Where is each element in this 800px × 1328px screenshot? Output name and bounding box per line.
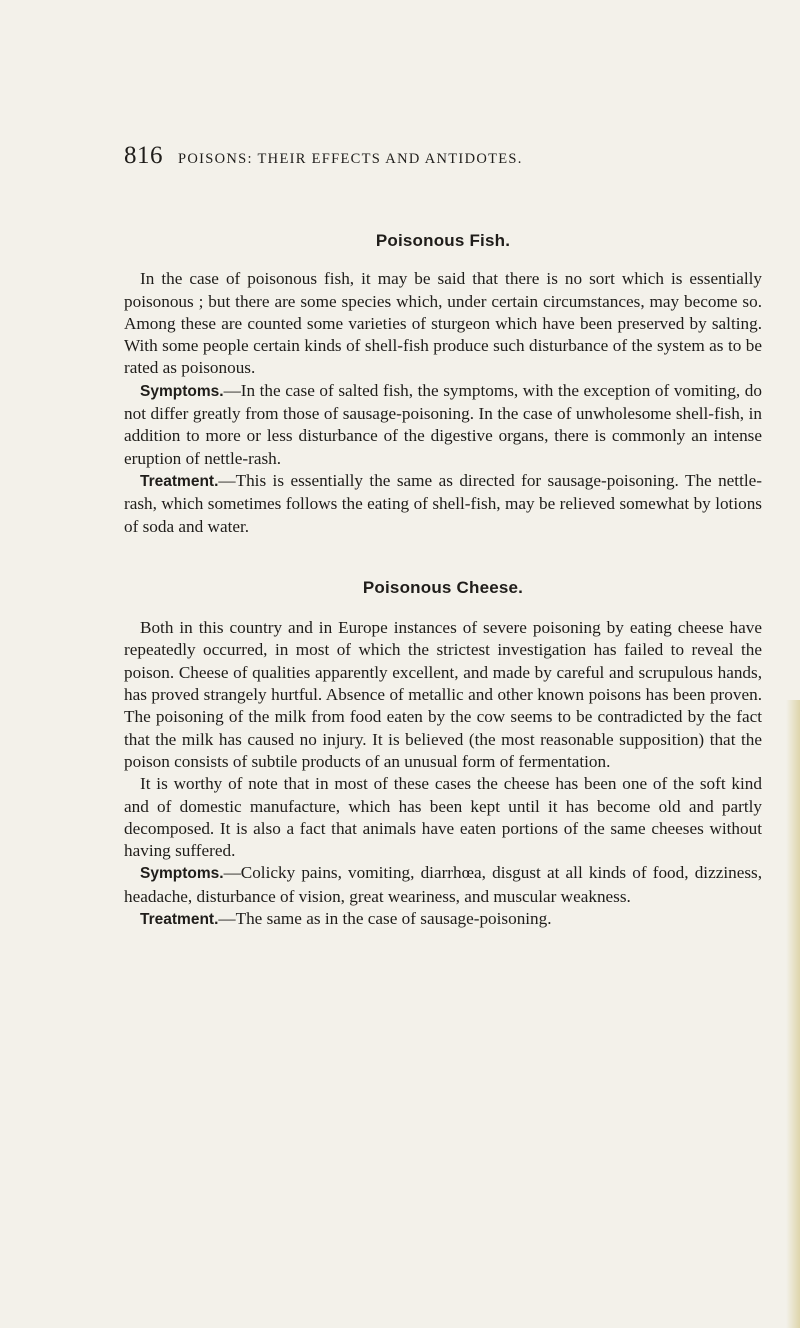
paragraph-text: Both in this country and in Europe instances of severe poisoning by eating cheese have repeatedly occurred, in most of which the strictest investigation has failed to reveal the poison. Cheese of qualities apparently excellent, and made by careful and scrupulous hands, has proved strangely hurtful. Absence of metallic and other known poisons has been proven. The poisoning of the milk from food eaten by the cow seems to be contradicted by the fact that the milk has caused no injury. It is believed (the most reasonable supposition) that the poison consists of subtile products of an unusual form of fermentation.	[124, 618, 762, 771]
section-heading-cheese: Poisonous Cheese.	[362, 577, 524, 597]
page-edge-shading	[786, 700, 800, 1328]
paragraph	[124, 773, 762, 862]
paragraph-text: In the case of poisonous fish, it may be said that there is no sort which is essentially poisonous ; but there are some species which, under certain circumstances, may become so. Among these are counted some varieties of sturgeon which have been preserved by salting. With some people certain kinds of shell-fish produce such disturbance of the system as to be rated as poisonous.	[124, 269, 762, 378]
section-heading-fish: Poisonous Fish.	[375, 231, 511, 250]
page-number: 816	[124, 142, 163, 169]
paragraph	[124, 268, 762, 379]
paragraph-label: Symptoms.	[140, 865, 224, 883]
paragraph	[124, 908, 762, 931]
paragraph	[124, 862, 762, 908]
paragraph-text: —Colicky pains, vomiting, diarrhœa, disgust at all kinds of food, dizziness, headache, disturbance of vision, great weariness, and muscular weakness.	[124, 863, 762, 906]
paragraph	[124, 470, 762, 538]
paragraph-text: —This is essentially the same as directed for sausage-poisoning. The nettle-rash, which sometimes follows the eating of shell-fish, may be relieved somewhat by lotions of soda and water.	[124, 470, 762, 536]
paragraph	[124, 617, 762, 773]
paragraph-text: —In the case of salted fish, the symptoms, with the exception of vomiting, do not differ greatly from those of sausage-poisoning. In the case of unwholesome shell-fish, in addition to more or less disturbance of the digestive organs, there is commonly an intense eruption of nettle-rash.	[124, 380, 762, 468]
body-text	[124, 230, 762, 931]
paragraph-label: Treatment.	[140, 472, 219, 490]
paragraph	[124, 380, 762, 470]
paragraph-label: Treatment.	[140, 911, 219, 929]
paragraph-text: —The same as in the case of sausage-poisoning.	[218, 909, 552, 929]
paragraph-text: It is worthy of note that in most of these cases the cheese has been one of the soft kind and of domestic manufacture, which has been kept until it has become old and partly decomposed. It is also a fact that animals have eaten portions of the same cheeses without having suffered.	[124, 774, 762, 861]
running-head	[124, 138, 764, 178]
paragraph-label: Symptoms.	[140, 382, 224, 400]
running-title: POISONS: THEIR EFFECTS AND ANTIDOTES.	[178, 151, 523, 167]
